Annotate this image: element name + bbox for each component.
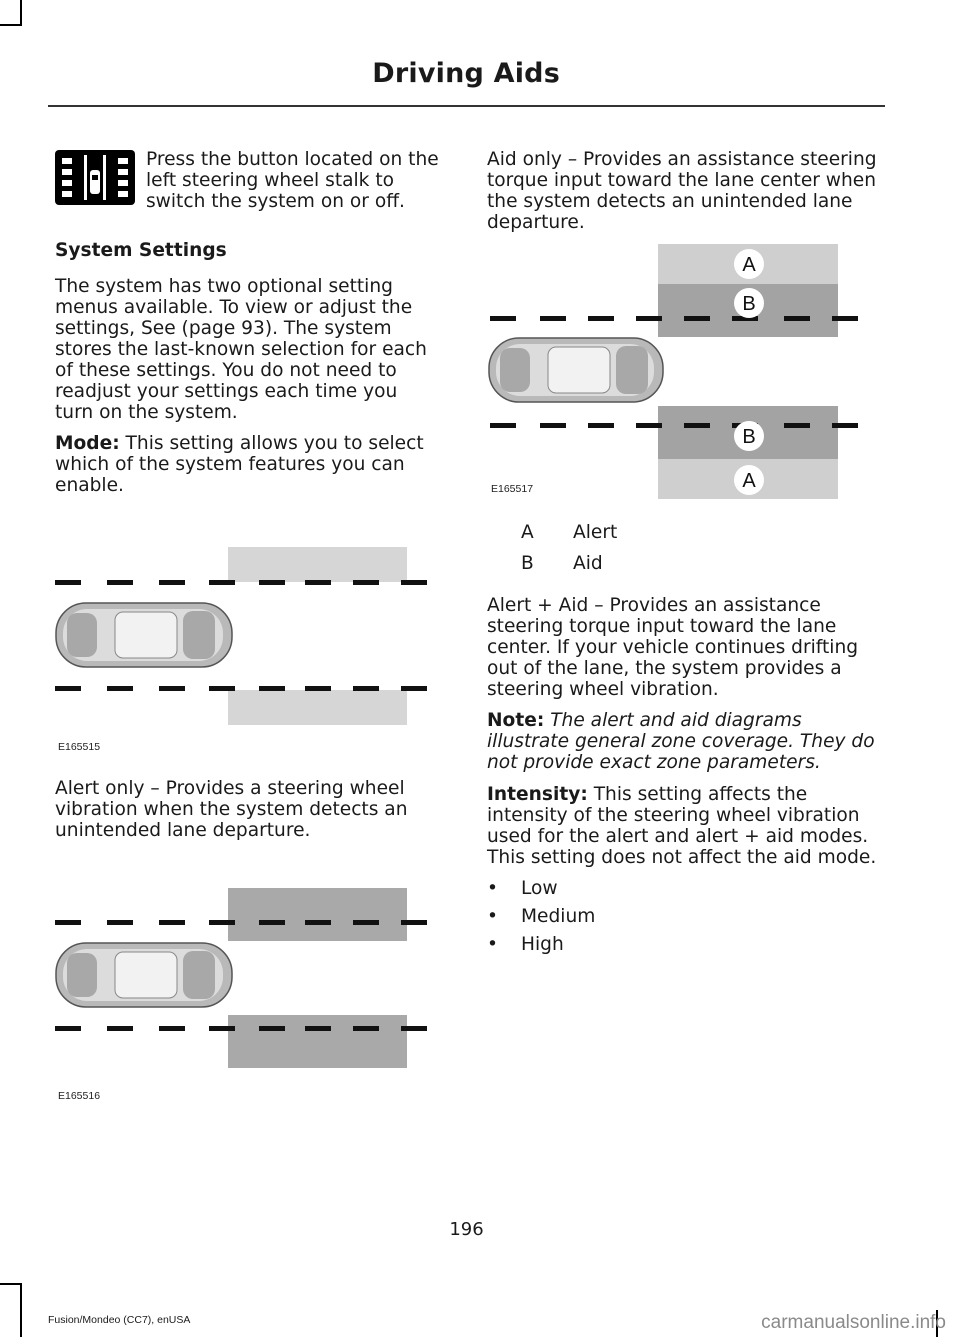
crop-mark: [20, 0, 22, 26]
zone-label-a-bottom: [734, 465, 764, 495]
system-settings-text: The system has two optional setting menus available. To view or adjust the settings, See (page 93). The system stores the last-known selection for each of these settings. You do not need to readjust your settings each time you turn on the system.: [55, 276, 427, 423]
legend-item: [487, 522, 880, 543]
mode-text: This setting allows you to select which of the system features you can enable.: [55, 433, 424, 496]
page-title: Driving Aids: [372, 58, 560, 89]
zone-label-a-top: [734, 249, 764, 279]
alert-aid-text: Alert + Aid – Provides an assistance steering torque input toward the lane center. If your vehicle continues drifting out of the lane, the system provides a steering wheel vibration.: [487, 595, 859, 700]
page-number: 196: [449, 1219, 484, 1240]
alert-aid-zone-diagram: [488, 243, 868, 501]
zone-label-b-bottom: [734, 421, 764, 451]
intensity-option-medium: Medium: [521, 906, 596, 927]
note-text: The alert and aid diagrams illustrate general zone coverage. They do not provide exact zone parameters.: [487, 710, 875, 773]
mode-paragraph: [55, 433, 440, 496]
crop-mark: [0, 1283, 22, 1285]
watermark-link[interactable]: carmanualsonline.info: [761, 1312, 946, 1333]
system-settings-heading: System Settings: [55, 240, 227, 261]
legend-item: [487, 553, 880, 574]
list-item: • Medium: [487, 906, 596, 927]
svg-text:A: A: [742, 254, 756, 276]
crop-mark: [20, 1283, 22, 1337]
legend-key: A: [521, 522, 534, 543]
list-item: • High: [487, 934, 564, 955]
note-label: Note:: [487, 710, 545, 731]
alert-only-text: Alert only – Provides a steering wheel vibration when the system detects an unintended lane departure.: [55, 778, 408, 841]
intensity-text: This setting affects the intensity of the steering wheel vibration used for the alert and alert + aid modes. This setting does not affect the aid mode.: [487, 784, 877, 868]
aid-only-text: Aid only – Provides an assistance steering torque input toward the lane center when the system detects an unintended lane departure.: [487, 149, 877, 233]
legend-value: Alert: [573, 522, 618, 543]
figure-code: E165515: [58, 741, 101, 753]
intro-text: Press the button located on the left steering wheel stalk to switch the system on or off.: [146, 149, 439, 212]
figure-code: E165517: [491, 483, 534, 495]
intensity-label: Intensity:: [487, 784, 588, 805]
alert-zone-diagram: [55, 545, 435, 745]
mode-label: Mode:: [55, 433, 120, 454]
note-paragraph: [487, 710, 880, 773]
intensity-option-high: High: [521, 934, 564, 955]
lane-keeping-button-icon: [55, 150, 135, 205]
figure-code: E165516: [58, 1090, 101, 1102]
header-rule: [48, 105, 885, 107]
zone-label-b-top: [734, 288, 764, 318]
svg-text:B: B: [742, 293, 756, 315]
footer-model: Fusion/Mondeo (CC7), enUSA: [48, 1314, 191, 1326]
legend-value: Aid: [573, 553, 603, 574]
crop-mark: [0, 24, 22, 26]
legend-list: [487, 522, 880, 574]
intensity-paragraph: [487, 784, 880, 868]
alert-only-diagram: [55, 885, 435, 1075]
intensity-options-list: [487, 878, 880, 955]
intensity-option-low: Low: [521, 878, 558, 899]
svg-text:A: A: [742, 470, 756, 492]
svg-text:B: B: [742, 426, 756, 448]
legend-key: B: [521, 553, 534, 574]
list-item: • Low: [487, 878, 558, 899]
